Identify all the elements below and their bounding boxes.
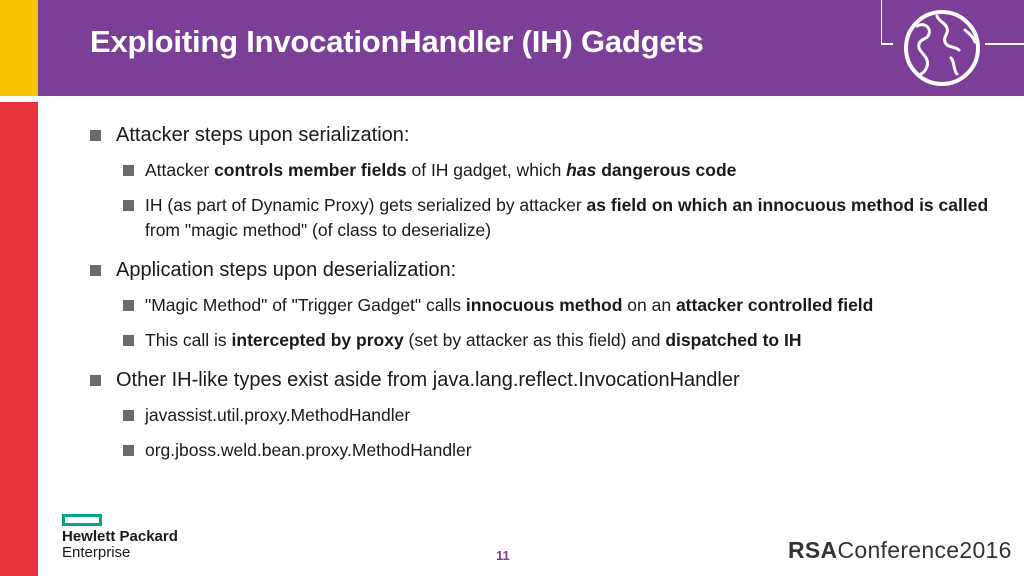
sub-bullet-ih-serialized: IH (as part of Dynamic Proxy) gets serialized by attacker as field on which an innocuous method is called from "magic method" (of class to deserialize) [90,193,1010,243]
title-banner [38,0,1024,96]
rsa-conference-text: Conference2016 [837,537,1012,563]
bullet-application-deserialization: Application steps upon deserialization: [90,257,1010,283]
globe-icon [881,0,1024,96]
accent-bar-red [0,102,38,576]
bullet-square [90,130,101,141]
sub-bullet-javassist: javassist.util.proxy.MethodHandler [90,403,1010,428]
sub-bullet-magic-method: "Magic Method" of "Trigger Gadget" calls innocuous method on an attacker controlled field [90,293,1010,318]
sub-bullet-jboss-weld: org.jboss.weld.bean.proxy.MethodHandler [90,438,1010,463]
bullet-square [123,445,134,456]
bullet-square [123,300,134,311]
bullet-square [90,265,101,276]
hpe-logo-line2: Enterprise [62,544,131,561]
page-number: 11 [496,548,510,563]
rsa-conference-logo [788,537,1012,564]
slide-title: Exploiting InvocationHandler (IH) Gadgets [90,24,704,59]
bullet-square [123,200,134,211]
rsa-brand: RSA [788,537,838,563]
hpe-logo-mark [62,514,102,526]
bullet-square [123,410,134,421]
bullet-attacker-serialization: Attacker steps upon serialization: [90,122,1010,148]
bullet-square [123,335,134,346]
bullet-square [123,165,134,176]
bullet-other-ih-types: Other IH-like types exist aside from java.lang.reflect.InvocationHandler [90,367,1010,393]
hpe-logo-line1: Hewlett Packard [62,528,178,545]
bullet-square [90,375,101,386]
slide-content [90,122,1010,463]
hpe-logo [62,514,178,561]
sub-bullet-intercepted: This call is intercepted by proxy (set by attacker as this field) and dispatched to IH [90,328,1010,353]
sub-bullet-controls-fields: Attacker controls member fields of IH gadget, which has dangerous code [90,158,1010,183]
accent-bar-yellow [0,0,38,96]
